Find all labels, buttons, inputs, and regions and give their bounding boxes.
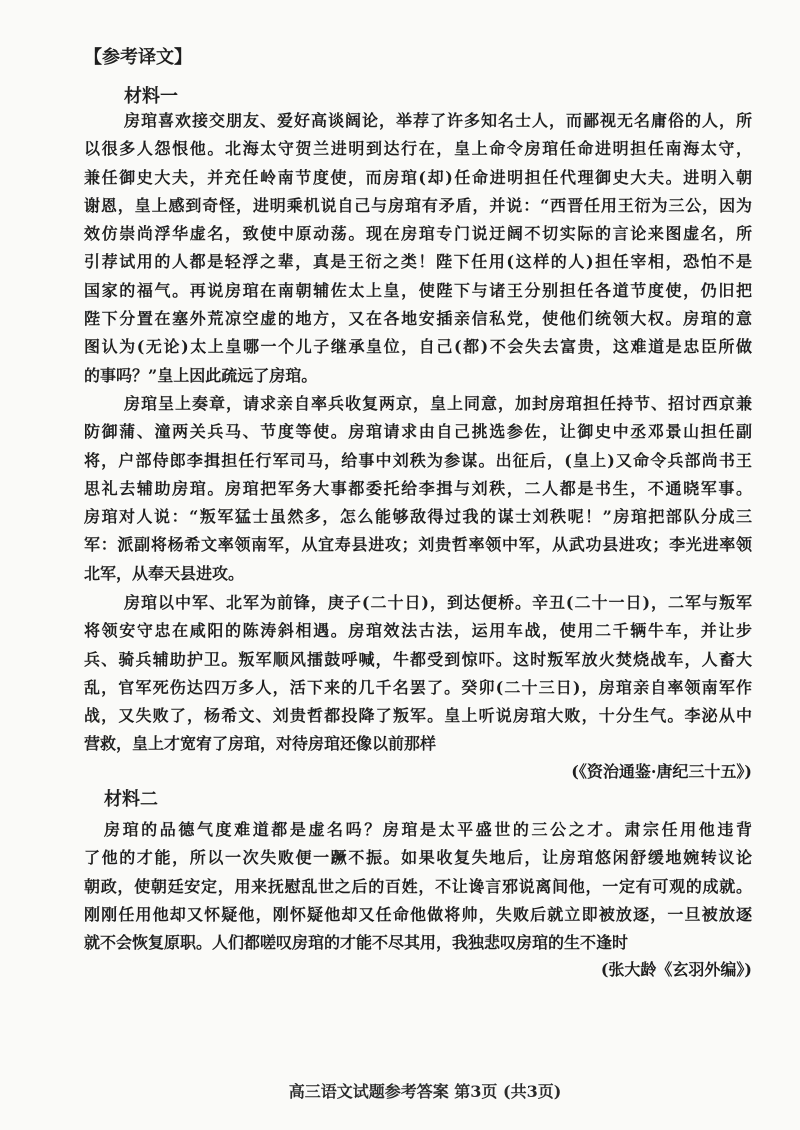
material-two-paragraph-1 [84, 816, 752, 957]
material-one-title: 材料一 [124, 86, 178, 107]
text-line: 将，户部侍郎李揖担任行军司马，给事中刘秩为参谋。出征后，(皇上)又命令兵部尚书王 [84, 450, 752, 470]
text-line: 房琯的品德气度难道都是虚名吗？房琯是太平盛世的三公之才。肃宗任用他违背 [104, 820, 752, 839]
text-line: 刚刚任用他却又怀疑他，刚怀疑他却又任命他做将帅，失败后就立即被放逐，一旦被放逐 [84, 904, 752, 924]
material-one-paragraph-1 [84, 107, 752, 390]
text-line: 引荐试用的人都是轻浮之辈，真是王衍之类！陛下任用(这样的人)担任宰相，恐怕不是 [84, 252, 752, 272]
page-footer: 高三语文试题参考答案 第3页 (共3页) [288, 1082, 562, 1101]
text-line: 就不会恢复原职。人们都嗟叹房琯的才能不尽其用，我独悲叹房琯的生不逢时 [84, 933, 629, 953]
section-header: 【参考译文】 [84, 47, 192, 68]
material-one-citation: (《资治通鉴·唐纪三十五》) [571, 762, 752, 781]
text-line: 战，又失败了，杨希文、刘贵哲都投降了叛军。皇上听说房琯大败，十分生气。李泌从中 [84, 706, 752, 726]
material-two-citation: (张大龄《玄羽外编》) [600, 960, 752, 979]
material-one-paragraph-2 [84, 390, 752, 588]
text-line: 北军，从奉天县进攻。 [84, 563, 245, 583]
text-line: 图认为(无论)太上皇哪一个儿子继承皇位，自己(都)不会失去富贵，这难道是忠臣所做 [84, 337, 752, 357]
text-line: 的事吗？”皇上因此疏远了房琯。 [84, 365, 318, 385]
text-line: 兼任御史大夫，并充任岭南节度使，而房琯(却)任命进明担任代理御史大夫。进明入朝 [84, 167, 752, 187]
text-line: 思礼去辅助房琯。房琯把军务大事都委托给李揖与刘秩，二人都是书生，不通晓军事。 [84, 478, 752, 498]
text-line: 乱，官军死伤达四万多人，活下来的几千名罢了。癸卯(二十三日)，房琯亲自率领南军作 [84, 677, 752, 697]
material-two-title: 材料二 [104, 789, 158, 810]
text-line: 房琯以中军、北军为前锋，庚子(二十日)，到达便桥。辛丑(二十一日)，二军与叛军 [124, 593, 752, 612]
text-line: 谢恩，皇上感到奇怪，进明乘机说自己与房琯有矛盾，并说：“西晋任用王衍为三公，因为 [84, 195, 752, 215]
material-one-paragraph-3 [84, 589, 752, 759]
text-line: 陛下分置在塞外荒凉空虚的地方，又在各地安插亲信私党，使他们统领大权。房琯的意 [84, 309, 752, 329]
text-line: 军：派副将杨希文率领南军，从宜寿县进攻；刘贵哲率领中军，从武功县进攻；李光进率领 [84, 535, 752, 555]
text-line: 防御蒲、潼两关兵马、节度等使。房琯请求由自己挑选参佐，让御史中丞邓景山担任副 [84, 422, 752, 442]
text-line: 兵、骑兵辅助护卫。叛军顺风擂鼓呼喊，牛都受到惊吓。这时叛军放火焚烧战车，人畜大 [84, 649, 752, 669]
text-line: 以很多人怨恨他。北海太守贺兰进明到达行在，皇上命令房琯任命进明担任南海太守， [84, 139, 752, 159]
text-line: 了他的才能，所以一次失败便一蹶不振。如果收复失地后，让房琯悠闲舒缓地婉转议论 [84, 848, 752, 868]
text-line: 房琯对人说：“叛军猛士虽然多，怎么能够敌得过我的谋士刘秩呢！”房琯把部队分成三 [84, 507, 752, 527]
text-line: 房琯喜欢接交朋友、爱好高谈阔论，举荐了许多知名士人，而鄙视无名庸俗的人，所 [124, 111, 752, 130]
text-line: 国家的福气。再说房琯在南朝辅佐太上皇，使陛下与诸王分别担任各道节度使，仍旧把 [84, 280, 752, 300]
text-line: 将领安守忠在咸阳的陈涛斜相遇。房琯效法古法，运用车战，使用二千辆牛车，并让步 [84, 621, 752, 641]
text-line: 营救，皇上才宽宥了房琯，对待房琯还像以前那样 [84, 734, 437, 754]
text-line: 朝政，使朝廷安定，用来抚慰乱世之后的百姓，不让谗言邪说离间他，一定有可观的成就。 [84, 876, 752, 896]
text-line: 效仿崇尚浮华虚名，致使中原动荡。现在房琯专门说迂阔不切实际的言论来图虚名，所 [84, 224, 752, 244]
text-line: 房琯呈上奏章，请求亲自率兵收复两京，皇上同意，加封房琯担任持节、招讨西京兼 [124, 394, 752, 413]
